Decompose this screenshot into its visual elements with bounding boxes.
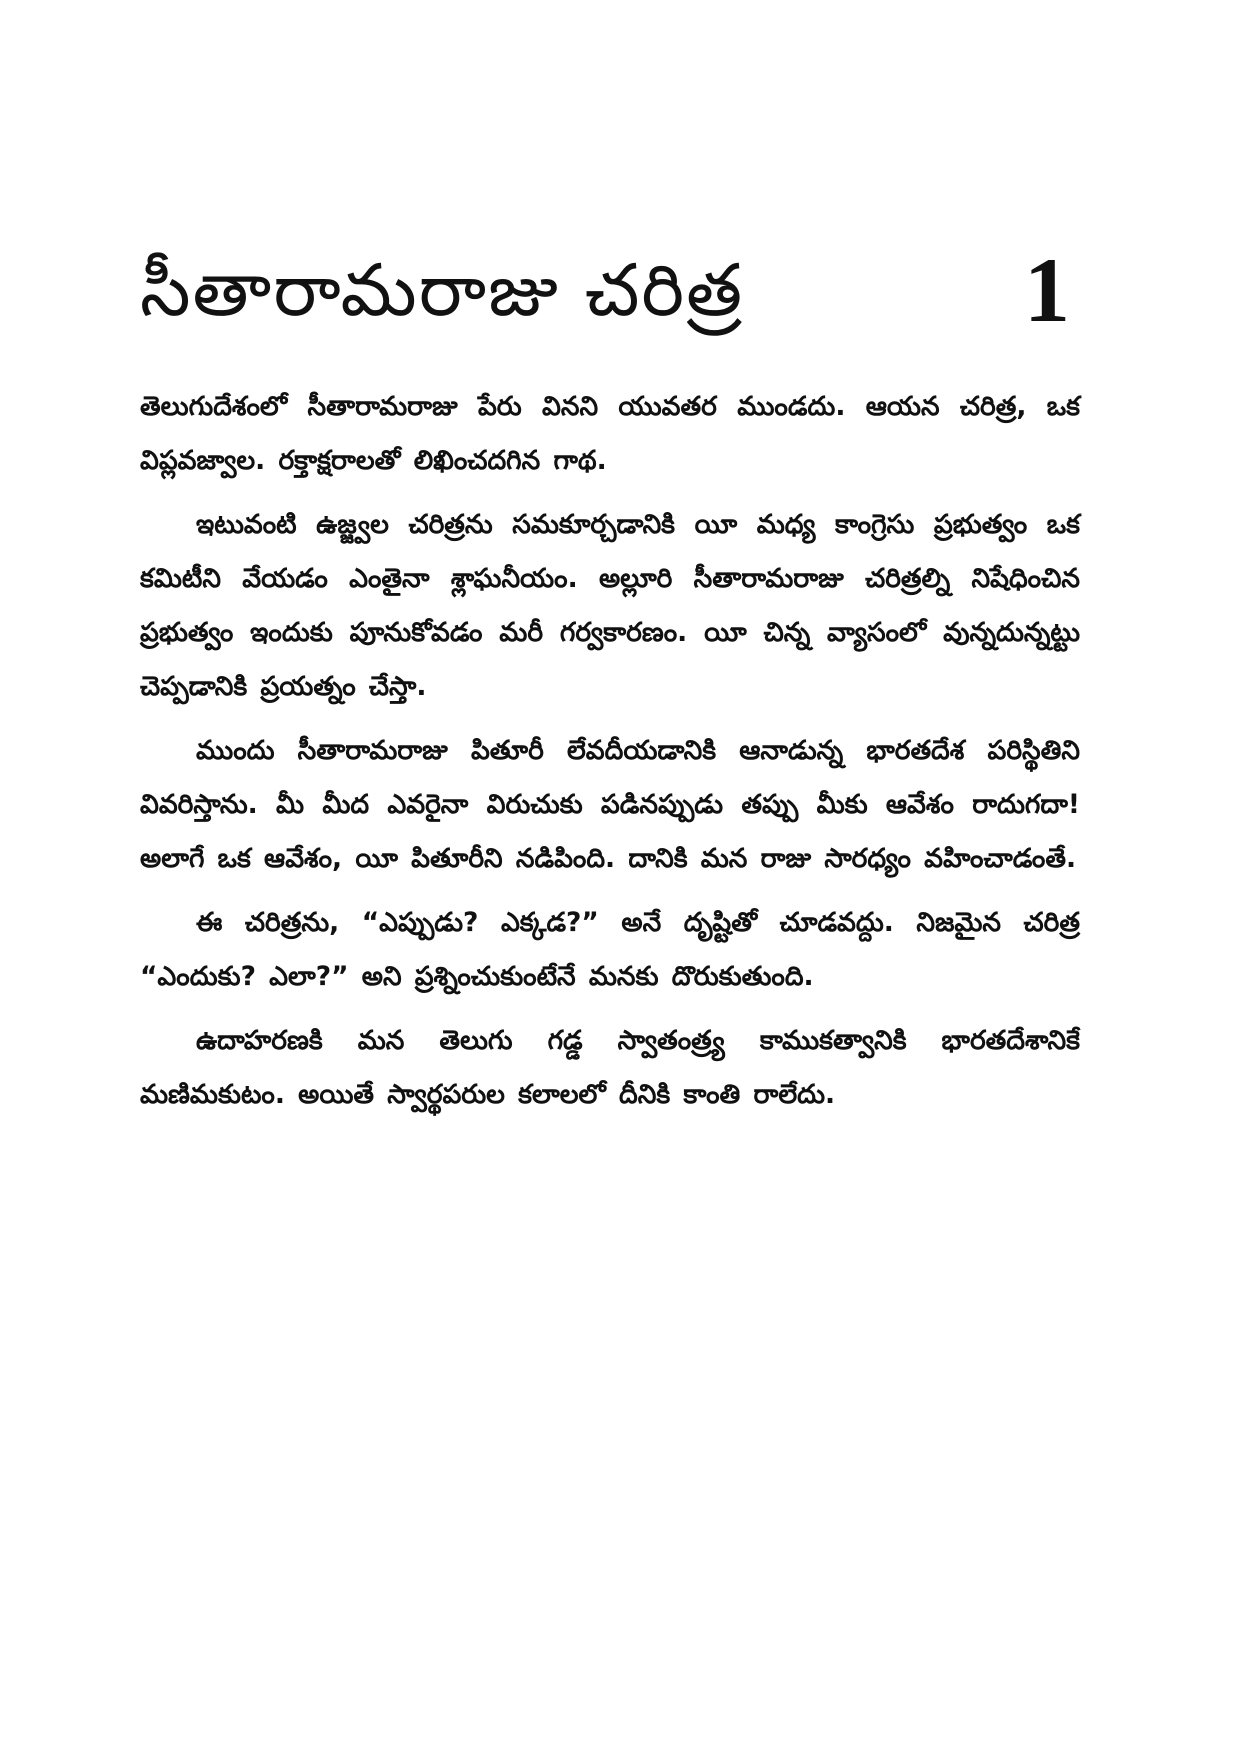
chapter-title: సీతారామరాజు చరిత్ర <box>140 248 745 332</box>
paragraph-3: ముందు సీతారామరాజు పితూరీ లేవదీయడానికి ఆనాడున్న భారతదేశ పరిస్థితిని వివరిస్తాను. మీ మీద ఎవరైనా విరుచుకు పడినప్పుడు తప్పు మీకు ఆవేశం రాదుగదా! అలాగే ఒక ఆవేశం, యీ పితూరీని నడిపింది. దానికి మన రాజు సారధ్యం వహించాడంతే. <box>140 735 1080 874</box>
chapter-body <box>140 380 1080 1132</box>
paragraph-2: ఇటువంటి ఉజ్జ్వల చరిత్రను సమకూర్చడానికి యీ మధ్య కాంగ్రెసు ప్రభుత్వం ఒక కమిటీని వేయడం ఎంతైనా శ్లాఘనీయం. అల్లూరి సీతారామరాజు చరిత్రల్ని నిషేధించిన ప్రభుత్వం ఇందుకు పూనుకోవడం మరీ గర్వకారణం. యీ చిన్న వ్యాసంలో వున్నదున్నట్టు చెప్పడానికి ప్రయత్నం చేస్తా. <box>140 509 1080 702</box>
paragraph-4: ఈ చరిత్రను, “ఎప్పుడు? ఎక్కడ?” అనే దృష్టితో చూడవద్దు. నిజమైన చరిత్ర “ఎందుకు? ఎలా?” అని ప్రశ్నించుకుంటేనే మనకు దొరుకుతుంది. <box>140 907 1080 992</box>
paragraph-5: ఉదాహరణకి మన తెలుగు గడ్డ స్వాతంత్ర్య కాముకత్వానికి భారతదేశానికే మణిమకుటం. అయితే స్వార్థపరుల కలాలలో దీనికి కాంతి రాలేదు. <box>140 1025 1080 1110</box>
paragraph-1: తెలుగుదేశంలో సీతారామరాజు పేరు వినని యువతర ముండదు. ఆయన చరిత్ర, ఒక విప్లవజ్వాల. రక్తాక్షరాలతో లిఖించదగిన గాథ. <box>140 391 1080 476</box>
chapter-number: 1 <box>1024 239 1070 341</box>
chapter-header <box>140 240 1080 350</box>
